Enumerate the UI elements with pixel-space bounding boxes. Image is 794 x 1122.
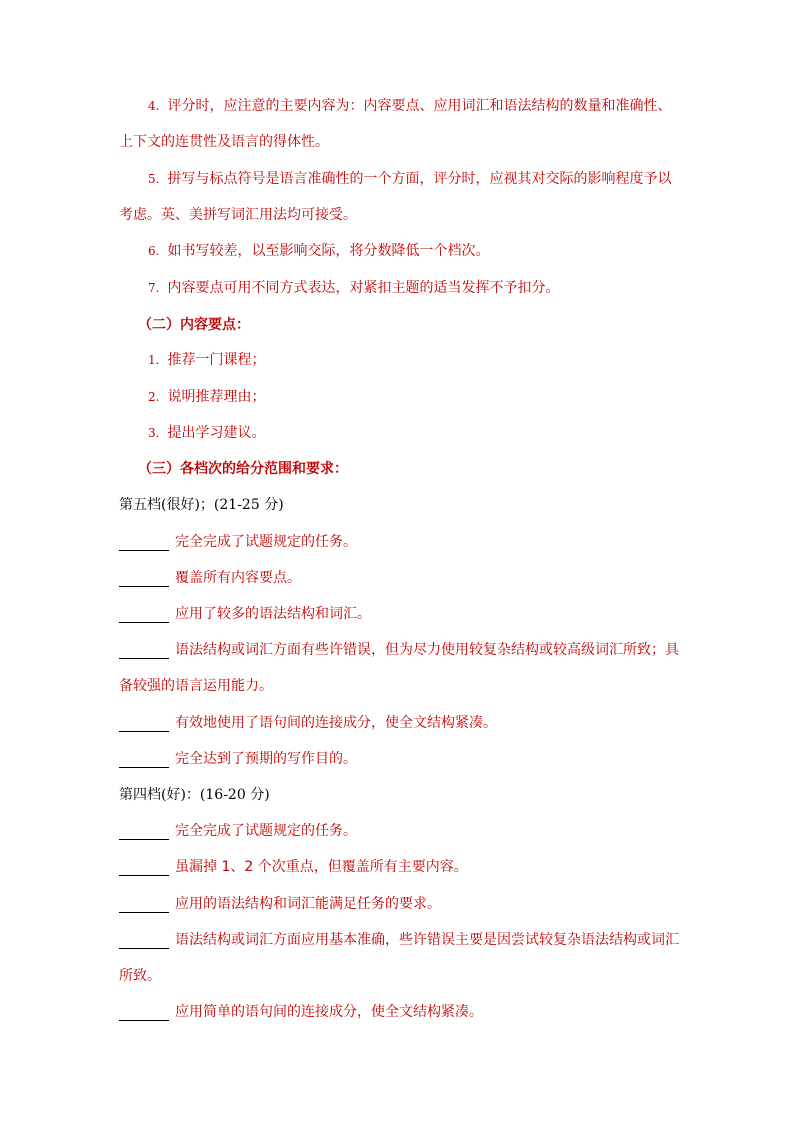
grade-criterion bbox=[119, 533, 357, 551]
grade-criterion bbox=[119, 569, 301, 587]
score-blank bbox=[119, 823, 169, 840]
criterion-text: 应用简单的语句间的连接成分，使全文结构紧凑。 bbox=[175, 1004, 483, 1020]
rule-item-6 bbox=[148, 242, 489, 260]
point-number: 2. bbox=[148, 390, 160, 404]
content-points-heading: （二）内容要点： bbox=[138, 317, 250, 333]
criterion-text: 语法结构或词汇方面应用基本准确，些许错误主要是因尝试较复杂语法结构或词汇 bbox=[175, 932, 679, 948]
grade-5-title: 第五档(很好)；(21-25 分) bbox=[119, 497, 284, 513]
grade-criterion bbox=[119, 822, 357, 840]
rule-item-4-continuation: 上下文的连贯性及语言的得体性。 bbox=[119, 134, 329, 150]
grade-criterion bbox=[119, 858, 468, 876]
score-blank bbox=[119, 570, 169, 587]
criterion-text: 覆盖所有内容要点。 bbox=[175, 570, 301, 586]
criterion-text: 语法结构或词汇方面有些许错误，但为尽力使用较复杂结构或较高级词汇所致；具 bbox=[175, 642, 679, 658]
content-point-item bbox=[148, 351, 265, 369]
score-blank bbox=[119, 932, 169, 949]
criterion-text: 有效地使用了语句间的连接成分，使全文结构紧凑。 bbox=[175, 715, 497, 731]
content-point-item bbox=[148, 388, 265, 406]
rule-text: 如书写较差，以至影响交际，将分数降低一个档次。 bbox=[167, 243, 490, 259]
point-text: 推荐一门课程； bbox=[167, 352, 266, 368]
score-blank bbox=[119, 751, 169, 768]
grade-4-title: 第四档(好)：(16-20 分) bbox=[119, 787, 270, 803]
rule-item-5 bbox=[148, 170, 671, 188]
criterion-text: 完全达到了预期的写作目的。 bbox=[175, 751, 357, 767]
score-blank bbox=[119, 534, 169, 551]
rule-text: 评分时，应注意的主要内容为：内容要点、应用词汇和语法结构的数量和准确性、 bbox=[167, 98, 672, 114]
point-text: 提出学习建议。 bbox=[167, 425, 266, 441]
score-blank bbox=[119, 642, 169, 659]
rule-text: 内容要点可用不同方式表达，对紧扣主题的适当发挥不予扣分。 bbox=[167, 280, 560, 296]
rule-item-4 bbox=[148, 97, 671, 115]
rule-item-5-continuation: 考虑。英、美拼写词汇用法均可接受。 bbox=[119, 207, 357, 223]
grade-criterion bbox=[119, 1003, 483, 1021]
grade-criterion bbox=[119, 931, 679, 949]
rule-number: 4. bbox=[148, 99, 160, 113]
grade-criterion bbox=[119, 750, 357, 768]
grade-criterion bbox=[119, 895, 441, 913]
grade-criterion bbox=[119, 641, 679, 659]
criterion-text: 虽漏掉 1、2 个次重点，但覆盖所有主要内容。 bbox=[175, 859, 468, 875]
point-number: 1. bbox=[148, 353, 160, 367]
rule-number: 6. bbox=[148, 244, 160, 258]
criterion-text: 完全完成了试题规定的任务。 bbox=[175, 534, 357, 550]
grade-criterion bbox=[119, 605, 371, 623]
grade-criterion-continuation: 所致。 bbox=[119, 968, 161, 984]
grade-ranges-heading: （三）各档次的给分范围和要求： bbox=[138, 461, 348, 477]
content-point-item bbox=[148, 424, 265, 442]
rule-number: 5. bbox=[148, 172, 160, 186]
score-blank bbox=[119, 606, 169, 623]
point-text: 说明推荐理由； bbox=[167, 389, 266, 405]
grade-criterion bbox=[119, 714, 497, 732]
criterion-text: 应用的语法结构和词汇能满足任务的要求。 bbox=[175, 896, 441, 912]
score-blank bbox=[119, 859, 169, 876]
criterion-text: 应用了较多的语法结构和词汇。 bbox=[175, 606, 371, 622]
score-blank bbox=[119, 1004, 169, 1021]
rule-text: 拼写与标点符号是语言准确性的一个方面，评分时，应视其对交际的影响程度予以 bbox=[167, 171, 672, 187]
point-number: 3. bbox=[148, 426, 160, 440]
criterion-text: 完全完成了试题规定的任务。 bbox=[175, 823, 357, 839]
grade-criterion-continuation: 备较强的语言运用能力。 bbox=[119, 678, 273, 694]
score-blank bbox=[119, 715, 169, 732]
score-blank bbox=[119, 896, 169, 913]
rule-number: 7. bbox=[148, 281, 160, 295]
rule-item-7 bbox=[148, 279, 559, 297]
